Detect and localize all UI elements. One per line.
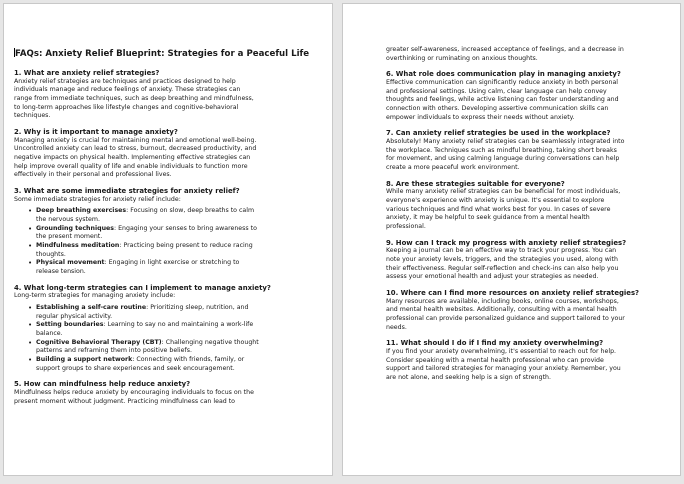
faq-answer — [386, 188, 670, 231]
faq-section — [386, 46, 670, 63]
answer-line: connection with others. Developing assertive communication skills can — [386, 104, 609, 112]
answer-line: various techniques and find what works best for you. In cases of severe — [386, 205, 611, 213]
faq-answer — [386, 79, 670, 122]
faq-section — [14, 128, 322, 180]
faq-section — [386, 180, 670, 232]
bullet-dot: • — [28, 241, 33, 250]
answer-line: Long-term strategies for managing anxiety include: — [14, 292, 176, 300]
bullet-line: the nervous system. — [36, 215, 100, 223]
bullet-line — [36, 321, 322, 330]
bullet-line: regular physical activity. — [36, 312, 113, 320]
bullet-line — [36, 356, 322, 365]
faq-answer — [386, 298, 670, 333]
bullet-line: thoughts. — [36, 250, 66, 258]
faq-section — [14, 380, 322, 406]
document-page-left — [3, 3, 333, 476]
bullet-term: Physical movement — [36, 259, 105, 267]
faq-section — [386, 129, 670, 172]
faq-question: 11. What should I do if I find my anxiety overwhelming? — [386, 339, 604, 348]
bullet-item — [28, 338, 322, 356]
answer-line: Many resources are available, including books, online courses, workshops, — [386, 297, 619, 305]
bullet-text: : Prioritizing sleep, nutrition, and — [146, 303, 249, 311]
answer-line: for movement, and using calming language during conversations can help — [386, 155, 620, 163]
answer-line: present moment without judgment. Practicing mindfulness can lead to — [14, 397, 236, 405]
bullet-text: : Connecting with friends, family, or — [132, 355, 245, 363]
bullet-line: patterns and reframing them into positive beliefs. — [36, 347, 192, 355]
bullet-line — [36, 242, 322, 251]
bullet-line: balance. — [36, 329, 63, 337]
bullet-text: : Practicing being present to reduce racing — [119, 241, 253, 249]
faq-question: 2. Why is it important to manage anxiety? — [14, 127, 178, 136]
bullet-line: release tension. — [36, 267, 86, 275]
bullet-text: : Engaging in light exercise or stretching to — [104, 259, 240, 267]
faq-answer — [14, 292, 322, 301]
answer-line: range from immediate techniques, such as deep breathing and mindfulness, — [14, 95, 254, 103]
bullet-line — [36, 259, 322, 268]
bullet-item — [28, 303, 322, 321]
answer-line: professional can provide personalized guidance and support tailored to your — [386, 314, 625, 322]
faq-answer — [14, 137, 322, 180]
answer-line: needs. — [386, 323, 407, 331]
faq-question: 6. What role does communication play in managing anxiety? — [386, 70, 621, 79]
faq-section — [386, 289, 670, 332]
answer-line: create a more peaceful work environment. — [386, 163, 520, 171]
bullet-list — [14, 304, 322, 373]
bullet-text: : Engaging your senses to bring awareness to — [113, 224, 257, 232]
bullet-text: : Challenging negative thought — [161, 338, 259, 346]
faq-question: 7. Can anxiety relief strategies be used in the workplace? — [386, 129, 611, 138]
document-page-right — [342, 3, 681, 476]
answer-line: support and tailored strategies for managing your anxiety. Remember, you — [386, 365, 621, 373]
bullet-item — [28, 207, 322, 224]
answer-line: If you find your anxiety overwhelming, it's essential to reach out for help. — [386, 347, 617, 355]
faq-section — [14, 187, 322, 277]
answer-line: Mindfulness helps reduce anxiety by encouraging individuals to focus on the — [14, 388, 254, 396]
bullet-term: Establishing a self-care routine — [36, 303, 147, 311]
bullet-line: support groups to share experiences and seek encouragement. — [36, 364, 235, 372]
faq-section — [386, 339, 670, 382]
answer-line: individuals manage and reduce feelings of anxiety. These strategies can — [14, 86, 241, 94]
faq-answer — [386, 247, 670, 282]
bullet-line — [36, 207, 322, 216]
answer-line: Consider speaking with a mental health professional who can provide — [386, 356, 604, 364]
bullet-item — [28, 259, 322, 276]
answer-line: professional. — [386, 222, 426, 230]
bullet-list — [14, 207, 322, 276]
answer-line: Managing anxiety is crucial for maintaining mental and emotional well-being. — [14, 136, 257, 144]
answer-line: Uncontrolled anxiety can lead to stress, burnout, decreased productivity, and — [14, 145, 257, 153]
bullet-dot: • — [28, 224, 33, 233]
answer-line: and professional settings. Using calm, clear language can help convey — [386, 87, 607, 95]
answer-line: Keeping a journal can be an effective way to track your progress. You can — [386, 247, 617, 255]
faq-answer — [386, 138, 670, 173]
right-page-body — [386, 46, 670, 383]
bullet-term: Deep breathing exercises — [36, 207, 127, 215]
document-title: FAQs: Anxiety Relief Blueprint: Strategies for a Peaceful Life — [15, 49, 310, 59]
answer-line: assess your emotional health and adjust your strategies as needed. — [386, 273, 599, 281]
answer-line: are not alone, and seeking help is a sign of strength. — [386, 373, 551, 381]
bullet-item — [28, 321, 322, 338]
answer-line: empower individuals to express their needs without anxiety. — [386, 113, 575, 121]
bullet-text: : Focusing on slow, deep breaths to calm — [126, 207, 255, 215]
faq-question: 3. What are some immediate strategies for anxiety relief? — [14, 186, 240, 195]
answer-line: the workplace. Techniques such as mindful breathing, taking short breaks — [386, 146, 617, 154]
answer-line: Some immediate strategies for anxiety relief include: — [14, 195, 181, 203]
bullet-term: Grounding techniques — [36, 224, 114, 232]
bullet-dot: • — [28, 303, 33, 312]
faq-answer — [386, 46, 670, 63]
answer-line: overthinking or ruminating on anxious thoughts. — [386, 54, 538, 62]
answer-line: and mental health websites. Additionally, consulting with a mental health — [386, 306, 617, 314]
bullet-item — [28, 355, 322, 373]
bullet-line — [36, 339, 322, 348]
faq-question: 8. Are these strategies suitable for everyone? — [386, 179, 565, 188]
faq-answer — [14, 196, 322, 205]
answer-line: Effective communication can significantly reduce anxiety in both personal — [386, 79, 619, 87]
bullet-line: the present moment. — [36, 233, 103, 241]
answer-line: thoughts and feelings, while active listening can foster understanding and — [386, 96, 619, 104]
left-page-body — [14, 69, 322, 406]
faq-question: 9. How can I track my progress with anxiety relief strategies? — [386, 238, 627, 247]
answer-line: While many anxiety relief strategies can be beneficial for most individuals, — [386, 188, 621, 196]
answer-line: Anxiety relief strategies are techniques and practices designed to help — [14, 77, 236, 85]
bullet-item — [28, 241, 322, 259]
answer-line: Absolutely! Many anxiety relief strategies can be seamlessly integrated into — [386, 138, 625, 145]
answer-line: everyone's experience with anxiety is unique. It's essential to explore — [386, 196, 605, 204]
faq-section — [14, 69, 322, 121]
bullet-text: : Learning to say no and maintaining a work-life — [103, 321, 254, 329]
faq-question: 1. What are anxiety relief strategies? — [14, 69, 160, 77]
bullet-dot: • — [28, 355, 33, 364]
faq-answer — [14, 389, 322, 406]
bullet-line — [36, 304, 322, 313]
answer-line: to long-term approaches like lifestyle changes and cognitive-behavioral — [14, 103, 239, 111]
bullet-item — [28, 224, 322, 242]
bullet-dot: • — [28, 321, 33, 330]
answer-line: anxiety, it may be helpful to seek guidance from a mental health — [386, 214, 590, 222]
answer-line: help improve overall quality of life and enable individuals to function more — [14, 162, 248, 170]
answer-line: effectively in their personal and professional lives. — [14, 171, 172, 179]
answer-line: greater self-awareness, increased acceptance of feelings, and a decrease in — [386, 46, 624, 53]
faq-question: 4. What long-term strategies can I implement to manage anxiety? — [14, 283, 271, 292]
bullet-line — [36, 225, 322, 234]
bullet-dot: • — [28, 259, 33, 268]
faq-answer — [386, 348, 670, 383]
answer-line: techniques. — [14, 112, 51, 120]
faq-answer — [14, 78, 322, 121]
bullet-term: Setting boundaries — [36, 321, 104, 329]
bullet-dot: • — [28, 338, 33, 347]
faq-section — [386, 70, 670, 122]
faq-section — [14, 284, 322, 374]
faq-question: 5. How can mindfulness help reduce anxiety? — [14, 380, 191, 389]
bullet-term: Cognitive Behavioral Therapy (CBT) — [36, 338, 162, 346]
faq-question: 10. Where can I find more resources on anxiety relief strategies? — [386, 288, 640, 297]
answer-line: note your anxiety levels, triggers, and the strategies you used, along with — [386, 255, 618, 263]
faq-section — [386, 239, 670, 282]
answer-line: negative impacts on physical health. Implementing effective strategies can — [14, 154, 251, 161]
bullet-term: Mindfulness meditation — [36, 241, 120, 249]
bullet-dot: • — [28, 207, 33, 216]
answer-line: their effectiveness. Regular self-reflection and check-ins can also help you — [386, 264, 619, 272]
bullet-term: Building a support network — [36, 355, 133, 363]
